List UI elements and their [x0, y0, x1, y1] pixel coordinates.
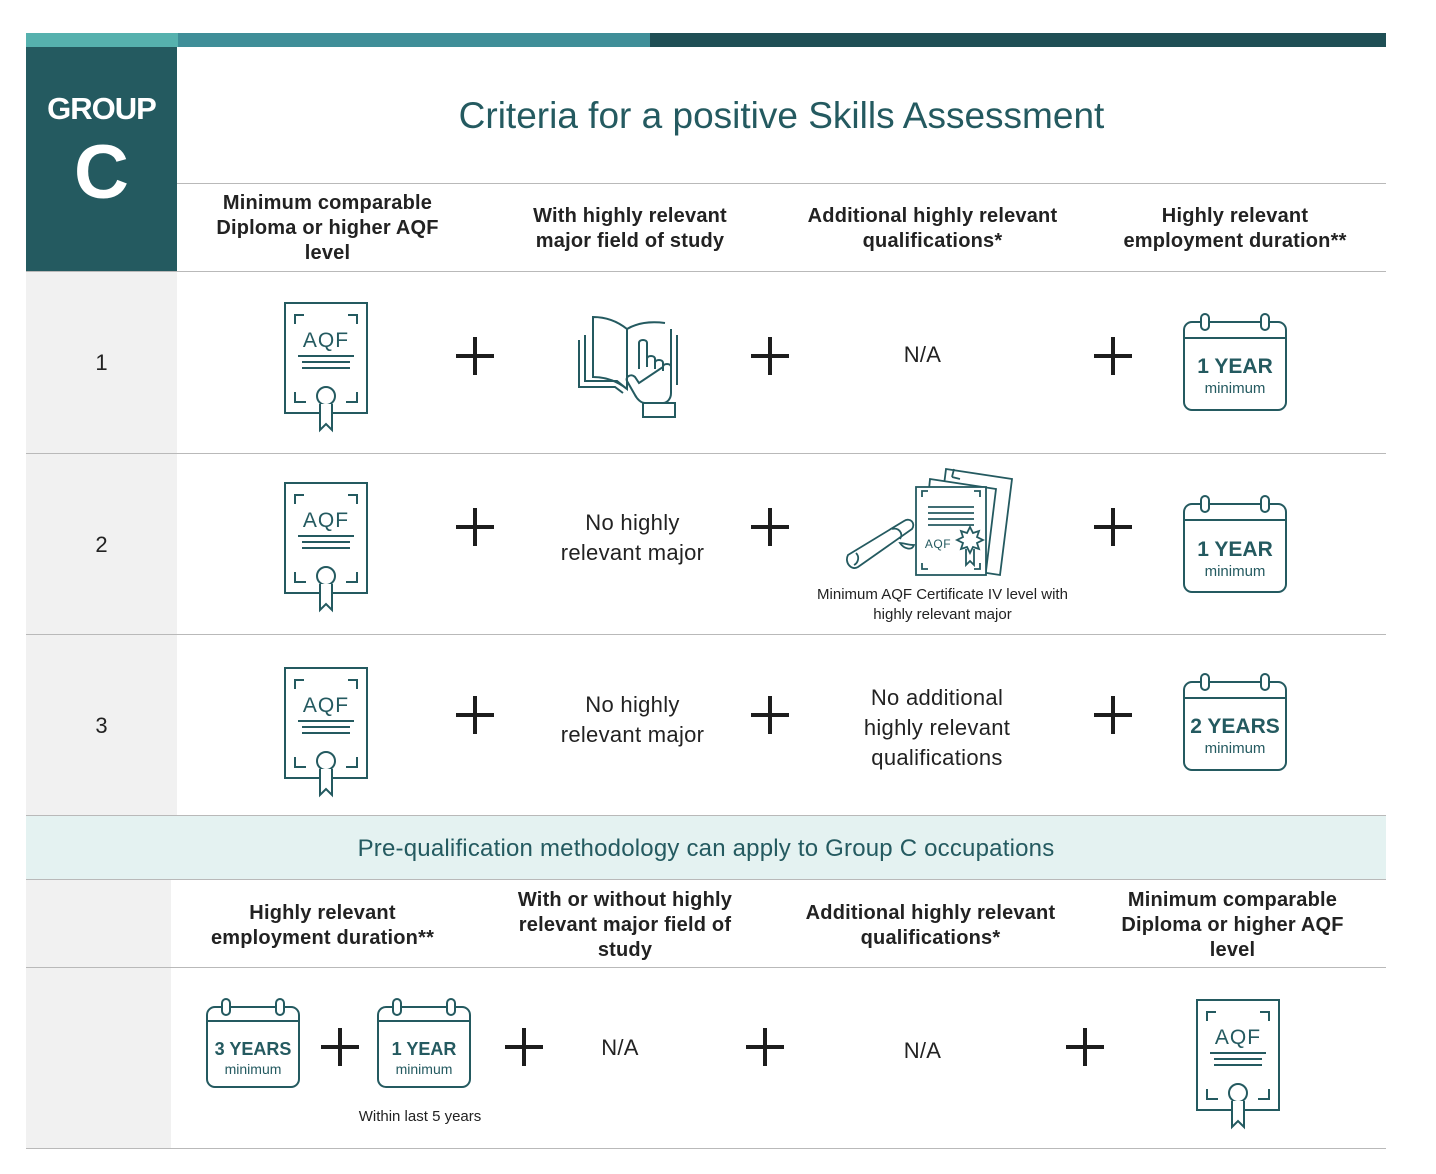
plus-icon: [751, 337, 789, 375]
open-book-pointing-hand-icon: [575, 315, 685, 420]
aqf-certificate-icon: [1196, 999, 1280, 1129]
plus-icon: [746, 1028, 784, 1066]
employment-duration: 3 YEARS: [214, 1039, 292, 1059]
plus-icon: [1066, 1028, 1104, 1066]
employment-note: Within last 5 years: [358, 1108, 482, 1125]
aqf-label: AQF: [1214, 1026, 1262, 1049]
column-header-employment: Highly relevant employment duration**: [210, 902, 435, 949]
group-letter: C: [74, 130, 129, 215]
employment-duration: 1 YEAR: [1197, 538, 1273, 561]
page-title: Criteria for a positive Skills Assessment: [458, 95, 1105, 136]
employment-duration-sub: minimum: [395, 1061, 453, 1077]
column-header-major: With highly relevant major field of study: [533, 205, 727, 252]
employment-duration-sub: minimum: [1204, 380, 1266, 397]
divider: [26, 453, 1386, 454]
top-bar-mid: [178, 33, 650, 47]
row-number: 2: [95, 532, 108, 557]
plus-icon: [1094, 508, 1132, 546]
column-header-additional: Additional highly relevant qualifications*: [807, 205, 1058, 252]
column-header-employment: Highly relevant employment duration**: [1123, 205, 1347, 252]
employment-duration: 1 YEAR: [1197, 355, 1273, 378]
calendar-icon: [1183, 494, 1287, 594]
divider: [26, 271, 1386, 272]
plus-icon: [456, 696, 494, 734]
divider: [26, 967, 1386, 968]
divider: [26, 1148, 1386, 1149]
column-header-diploma: Minimum comparable Diploma or higher AQF level: [216, 192, 439, 264]
plus-icon: [751, 696, 789, 734]
major-field-value: No highly relevant major: [560, 510, 705, 565]
major-field-value: N/A: [601, 1035, 639, 1060]
aqf-certificate-icon: [284, 302, 368, 432]
top-bar-light: [26, 33, 178, 47]
plus-icon: [321, 1028, 359, 1066]
row-number: 3: [95, 713, 108, 738]
column-header-additional: Additional highly relevant qualifications*: [805, 902, 1056, 949]
employment-duration-sub: minimum: [1204, 740, 1266, 757]
additional-qualification-value: N/A: [903, 1038, 942, 1063]
calendar-icon: [377, 997, 471, 1089]
calendar-icon: [1183, 672, 1287, 772]
row-number-column-lower: [26, 879, 171, 1149]
aqf-certificate-icon: [284, 667, 368, 797]
additional-qualification-caption: Minimum AQF Certificate IV level with highly relevant major: [817, 586, 1068, 623]
plus-icon: [1094, 696, 1132, 734]
employment-duration-sub: minimum: [224, 1061, 282, 1077]
additional-qualification-value: N/A: [903, 342, 942, 367]
major-field-value: No highly relevant major: [560, 692, 705, 747]
employment-duration: 2 YEARS: [1190, 715, 1280, 738]
plus-icon: [456, 508, 494, 546]
plus-icon: [456, 337, 494, 375]
group-label: GROUP: [47, 91, 156, 126]
aqf-label-small: AQF: [924, 537, 952, 551]
top-bar-dark: [650, 33, 1386, 47]
aqf-label: AQF: [302, 694, 350, 717]
calendar-icon: [1183, 312, 1287, 412]
plus-icon: [751, 508, 789, 546]
scroll-and-certificates-icon: [842, 463, 1017, 581]
employment-duration-sub: minimum: [1204, 563, 1266, 580]
column-header-major: With or without highly relevant major field of study: [517, 889, 733, 961]
column-header-diploma: Minimum comparable Diploma or higher AQF level: [1121, 889, 1344, 961]
calendar-icon: [206, 997, 300, 1089]
group-badge: [26, 47, 177, 272]
divider: [26, 879, 1386, 880]
row-number: 1: [95, 350, 108, 375]
aqf-label: AQF: [302, 509, 350, 532]
aqf-certificate-icon: [284, 482, 368, 612]
additional-qualification-value: No additional highly relevant qualifications: [863, 685, 1011, 770]
divider: [177, 183, 1386, 184]
plus-icon: [505, 1028, 543, 1066]
employment-duration: 1 YEAR: [391, 1039, 457, 1059]
aqf-label: AQF: [302, 329, 350, 352]
plus-icon: [1094, 337, 1132, 375]
pre-qualification-text: Pre-qualification methodology can apply to Group C occupations: [357, 835, 1055, 862]
divider: [26, 634, 1386, 635]
